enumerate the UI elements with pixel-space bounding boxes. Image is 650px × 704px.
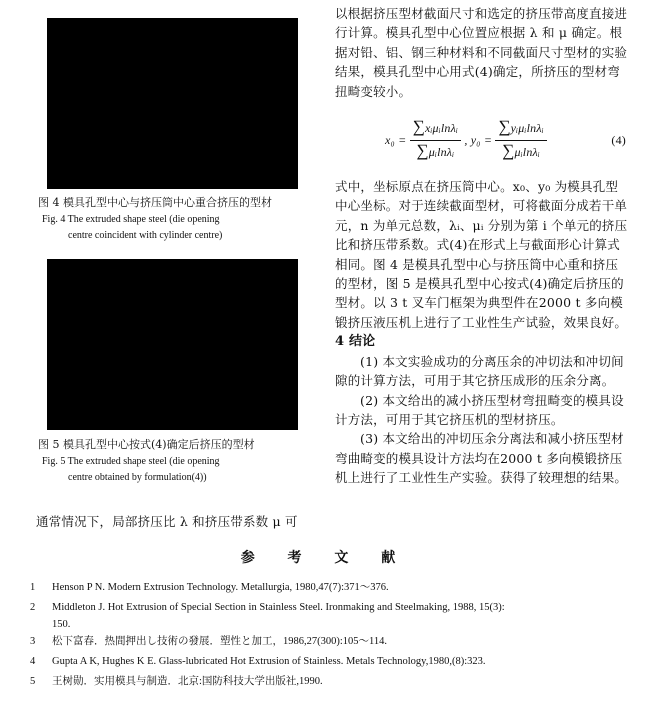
figure-4-caption-cn: 图 4 模具孔型中心与挤压筒中心重合挤压的型材 xyxy=(38,196,272,209)
paragraph-1: 以根据挤压型材截面尺寸和选定的挤压带高度直接进行计算。模具孔型中心位置应根据 λ 和 μ 确定。根据对铅、铝、钢三种材料和不同截面尺寸型材的实验结果，模具孔型中心用式(4)确定，所挤压的型材弯扭畸变较小。 xyxy=(335,6,628,99)
figure-5-caption-en-line1: Fig. 5 The extruded shape steel (die opening xyxy=(42,456,220,467)
reference-item: 1 Henson P N. Modern Extrusion Technology. Metallurgia, 1980,47(7):371～376. xyxy=(30,582,389,593)
left-bottom-text: 通常情况下，局部挤压比 λ 和挤压带系数 μ 可 xyxy=(36,514,298,529)
reference-item: 2 Middleton J. Hot Extrusion of Special Section in Stainless Steel. Ironmaking and Steelmaking, 1988, 15(3): xyxy=(30,602,505,613)
section-heading-conclusion: 4 结论 xyxy=(335,334,376,350)
reference-item-continued: 150. xyxy=(52,619,71,630)
sum-symbol-icon: ∑ xyxy=(498,117,511,137)
sum-symbol-icon: ∑ xyxy=(416,141,429,161)
references-list xyxy=(30,578,640,692)
conclusion-3: (3) 本文给出的冲切压余分离法和减小挤压型材弯曲畸变的模具设计方法均在2000 t 多向模锻挤压机上进行了工业性生产实验。获得了较理想的结果。 xyxy=(335,431,628,486)
figure-5-image xyxy=(47,259,298,430)
formula-4 xyxy=(335,105,630,177)
formula-y-numerator: yᵢμᵢlnλᵢ xyxy=(510,121,544,136)
figure-4-caption-en-line2: centre coincident with cylinder centre) xyxy=(68,230,223,241)
paragraph-2: 式中，坐标原点在挤压筒中心。x₀、y₀ 为模具孔型中心坐标。对于连续截面型材，可将截面分成若干单元，n 为单元总数，λᵢ、μᵢ 分别为第 i 个单元的挤压比和挤压带系数。式(4)在形式上与截面形心计算式相同。图 4 是模具孔型中心与挤压筒中心重和挤压的型材，图 5 是模具孔型中心按式(4)确定后挤压的型材。以 3 t 叉车门框架为典型件在2000 t 多向模锻挤压液压机上进行了工业性生产试验，效果良好。 xyxy=(335,179,628,330)
figure-5-caption-en xyxy=(38,454,328,486)
conclusion-1: (1) 本文实验成功的分离压余的冲切法和冲切间隙的计算方法，可用于其它挤压成形的压余分离。 xyxy=(335,353,624,389)
reference-item: 5 王树勋．实用模具与制造．北京:国防科技大学出版社,1990. xyxy=(30,676,323,687)
sum-symbol-icon: ∑ xyxy=(412,117,425,137)
figure-5-caption-cn: 图 5 模具孔型中心按式(4)确定后挤压的型材 xyxy=(38,438,255,451)
formula-y-denominator: μᵢlnλᵢ xyxy=(514,145,541,160)
formula-number: (4) xyxy=(611,133,626,148)
figure-4-caption-en-line1: Fig. 4 The extruded shape steel (die opening xyxy=(42,214,220,225)
figure-4-caption-en xyxy=(38,212,328,244)
formula-x-fraction xyxy=(410,119,462,163)
sum-symbol-icon: ∑ xyxy=(502,141,515,161)
formula-x0-label: x₀ = xyxy=(385,133,407,148)
figure-4-image xyxy=(47,18,298,189)
references-title: 参 考 文 献 xyxy=(240,550,410,566)
formula-y0-label: , y₀ = xyxy=(464,133,493,148)
formula-x-denominator: μᵢlnλᵢ xyxy=(428,145,455,160)
formula-x-numerator: xᵢμᵢlnλᵢ xyxy=(424,121,459,136)
reference-item: 4 Gupta A K, Hughes K E. Glass-lubricated Hot Extrusion of Stainless. Metals Technology,1980,(8):323. xyxy=(30,656,486,667)
formula-y-fraction xyxy=(495,119,547,163)
reference-item: 3 松下富春．热間押出し技術の發展．塑性と加工，1986,27(300):105～114. xyxy=(30,636,388,647)
right-column xyxy=(335,4,630,488)
conclusion-2: (2) 本文给出的减小挤压型材弯扭畸变的模具设计方法，可用于其它挤压机的型材挤压。 xyxy=(335,392,624,427)
figure-5-caption-en-line2: centre obtained by formulation(4)) xyxy=(68,472,207,483)
